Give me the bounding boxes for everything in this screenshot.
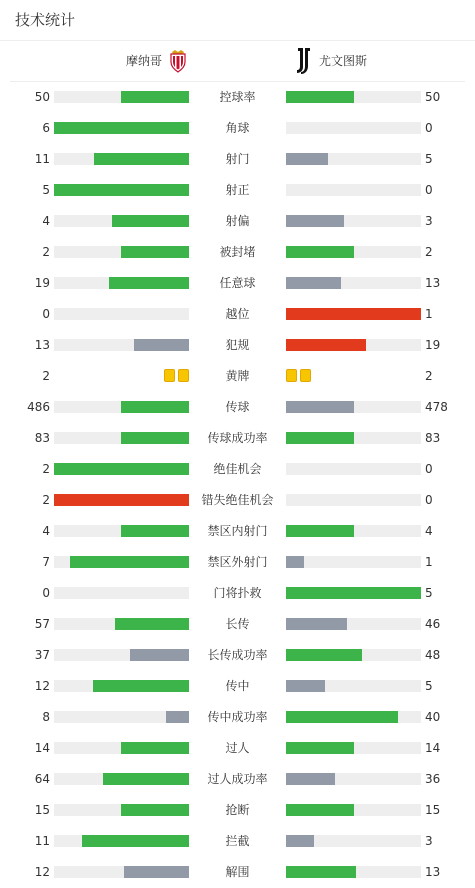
away-stat-value: 50 [425, 90, 441, 104]
home-stat-bar-fill [54, 122, 189, 134]
home-stat-value: 2 [42, 462, 50, 476]
stat-row [0, 609, 475, 640]
away-stat-bar-fill [286, 277, 341, 289]
home-stat-value: 486 [27, 400, 50, 414]
away-stat-value: 2 [425, 245, 433, 259]
yellow-card-icon [300, 369, 311, 382]
away-stat-bar [286, 742, 421, 754]
away-stat-value: 13 [425, 276, 441, 290]
stat-label: 射门 [225, 152, 250, 166]
home-stat-value: 15 [34, 803, 50, 817]
away-stat-bar [286, 463, 421, 475]
yellow-card-icon [164, 369, 175, 382]
away-stat-value: 14 [425, 741, 441, 755]
stat-row [0, 144, 475, 175]
home-stat-value: 2 [42, 245, 50, 259]
stat-row [0, 175, 475, 206]
stat-label: 黄牌 [225, 369, 250, 383]
home-stat-bar [54, 835, 189, 847]
stat-row [0, 268, 475, 299]
home-stat-bar-fill [121, 525, 189, 537]
away-stat-bar [286, 308, 421, 320]
stat-label: 拦截 [225, 834, 250, 848]
away-stat-bar-fill [286, 835, 314, 847]
away-stat-bar-fill [286, 401, 354, 413]
home-stat-bar [54, 773, 189, 785]
home-stat-bar-fill [121, 91, 189, 103]
home-stat-bar-fill [166, 711, 189, 723]
away-stat-bar [286, 773, 421, 785]
home-stat-bar [54, 246, 189, 258]
home-stat-bar [54, 866, 189, 878]
stat-row [0, 733, 475, 764]
home-stat-bar [54, 184, 189, 196]
home-stat-bar-fill [54, 494, 189, 506]
stat-label: 角球 [225, 121, 250, 135]
away-stat-bar-fill [286, 587, 421, 599]
home-stat-bar [54, 649, 189, 661]
stat-label: 错失绝佳机会 [201, 493, 274, 507]
stat-label: 控球率 [219, 90, 256, 104]
stat-label: 射正 [225, 183, 250, 197]
home-stat-bar-fill [112, 215, 189, 227]
stat-label: 绝佳机会 [213, 462, 262, 476]
away-stat-value: 0 [425, 121, 433, 135]
home-stat-bar-fill [54, 184, 189, 196]
stat-label: 传中 [225, 679, 250, 693]
stat-row [0, 578, 475, 609]
stat-label: 犯规 [225, 338, 250, 352]
home-stat-value: 7 [42, 555, 50, 569]
stat-label: 长传 [225, 617, 250, 631]
home-stat-bar-fill [94, 153, 189, 165]
home-stat-value: 0 [42, 586, 50, 600]
away-stat-value: 2 [425, 369, 433, 383]
home-stat-bar [54, 153, 189, 165]
stat-label: 传中成功率 [207, 710, 268, 724]
stat-label: 解围 [225, 865, 250, 879]
home-stat-value: 0 [42, 307, 50, 321]
home-stat-value: 11 [34, 152, 50, 166]
away-stat-value: 0 [425, 462, 433, 476]
away-stat-bar [286, 866, 421, 878]
home-stat-bar [54, 494, 189, 506]
stat-label: 传球 [225, 400, 250, 414]
home-stat-value: 37 [34, 648, 50, 662]
away-stat-bar-fill [286, 618, 347, 630]
home-stat-bar [54, 804, 189, 816]
away-stat-value: 1 [425, 307, 433, 321]
section-title: 技术统计 [15, 11, 76, 29]
home-stat-bar [54, 122, 189, 134]
away-stat-bar [286, 339, 421, 351]
stat-row [0, 392, 475, 423]
stat-row [0, 423, 475, 454]
away-stat-value: 13 [425, 865, 441, 879]
home-stat-bar [54, 339, 189, 351]
stat-label: 被封堵 [219, 245, 256, 259]
away-stat-bar [286, 804, 421, 816]
home-stat-bar-fill [121, 246, 189, 258]
juventus-logo-icon [295, 47, 313, 75]
home-stat-bar [54, 91, 189, 103]
away-stat-bar [286, 184, 421, 196]
home-stat-value: 83 [34, 431, 50, 445]
stat-label: 越位 [225, 307, 250, 321]
home-stat-bar [54, 587, 189, 599]
home-stat-bar-fill [121, 742, 189, 754]
away-stat-bar-fill [286, 339, 366, 351]
away-stat-bar [286, 525, 421, 537]
stat-row [0, 206, 475, 237]
away-stat-value: 83 [425, 431, 441, 445]
away-stat-bar [286, 153, 421, 165]
stat-label: 长传成功率 [207, 648, 268, 662]
stat-row [0, 702, 475, 733]
home-stat-bar-fill [82, 835, 189, 847]
away-stat-bar-fill [286, 680, 325, 692]
home-stat-bar [54, 742, 189, 754]
away-stat-value: 15 [425, 803, 441, 817]
away-stat-bar [286, 401, 421, 413]
home-stat-bar [54, 215, 189, 227]
stat-row [0, 516, 475, 547]
home-stat-bar-fill [130, 649, 189, 661]
home-yellow-cards [164, 369, 189, 382]
home-stat-value: 8 [42, 710, 50, 724]
stat-label: 过人 [225, 741, 250, 755]
home-stat-bar [54, 525, 189, 537]
away-stat-bar-fill [286, 432, 354, 444]
away-stat-bar-fill [286, 91, 354, 103]
stat-row [0, 764, 475, 795]
home-stat-value: 19 [34, 276, 50, 290]
home-stat-bar [54, 711, 189, 723]
away-stat-bar-fill [286, 773, 335, 785]
home-stat-value: 50 [34, 90, 50, 104]
away-yellow-cards [286, 369, 311, 382]
stat-label: 禁区外射门 [207, 555, 268, 569]
yellow-card-icon [286, 369, 297, 382]
away-stat-value: 5 [425, 679, 433, 693]
away-team-name: 尤文图斯 [319, 54, 368, 68]
home-stat-value: 5 [42, 183, 50, 197]
away-stat-bar [286, 246, 421, 258]
teams-header [0, 41, 475, 81]
away-stat-bar-fill [286, 246, 354, 258]
home-stat-value: 4 [42, 524, 50, 538]
away-stat-bar-fill [286, 153, 328, 165]
away-stat-bar [286, 556, 421, 568]
away-stat-bar [286, 618, 421, 630]
stat-row [0, 82, 475, 113]
away-stat-bar [286, 649, 421, 661]
stat-label: 禁区内射门 [207, 524, 268, 538]
home-stat-value: 64 [34, 772, 50, 786]
away-stat-value: 478 [425, 400, 448, 414]
away-stat-bar [286, 432, 421, 444]
home-stat-bar-fill [121, 804, 189, 816]
stat-row [0, 237, 475, 268]
home-stat-value: 12 [34, 679, 50, 693]
away-stat-bar [286, 91, 421, 103]
home-stat-bar-fill [121, 401, 189, 413]
away-stat-value: 3 [425, 214, 433, 228]
away-stat-value: 36 [425, 772, 441, 786]
stat-row [0, 361, 475, 392]
away-stat-value: 0 [425, 493, 433, 507]
away-stat-bar-fill [286, 308, 421, 320]
home-stat-bar-fill [121, 432, 189, 444]
away-stat-bar-fill [286, 649, 362, 661]
home-stat-bar [54, 277, 189, 289]
home-stat-bar-fill [54, 463, 189, 475]
away-stat-value: 5 [425, 152, 433, 166]
stat-row [0, 826, 475, 857]
home-stat-value: 2 [42, 493, 50, 507]
home-stat-bar [54, 618, 189, 630]
stat-label: 射偏 [225, 214, 250, 228]
away-stat-bar-fill [286, 711, 398, 723]
home-stat-bar-fill [93, 680, 189, 692]
home-stat-bar [54, 432, 189, 444]
home-stat-value: 2 [42, 369, 50, 383]
stat-label: 传球成功率 [207, 431, 268, 445]
home-stat-bar [54, 680, 189, 692]
stat-label: 过人成功率 [207, 772, 268, 786]
away-stat-bar-fill [286, 866, 356, 878]
home-stat-value: 11 [34, 834, 50, 848]
home-stat-bar-fill [124, 866, 189, 878]
monaco-crest-icon [168, 49, 188, 73]
away-stat-bar [286, 835, 421, 847]
away-stat-value: 0 [425, 183, 433, 197]
away-stat-bar-fill [286, 525, 354, 537]
stat-row [0, 113, 475, 144]
away-stat-bar-fill [286, 804, 354, 816]
away-stat-bar-fill [286, 556, 304, 568]
home-stat-value: 14 [34, 741, 50, 755]
home-stat-bar-fill [70, 556, 189, 568]
away-stat-value: 40 [425, 710, 441, 724]
stat-row [0, 454, 475, 485]
stat-label: 门将扑救 [213, 586, 262, 600]
stat-row [0, 485, 475, 516]
away-stat-bar-fill [286, 215, 344, 227]
home-stat-bar-fill [115, 618, 189, 630]
home-stat-bar-fill [103, 773, 189, 785]
away-stat-bar [286, 277, 421, 289]
home-stat-bar-fill [134, 339, 189, 351]
home-stat-value: 6 [42, 121, 50, 135]
away-stat-bar [286, 215, 421, 227]
home-stat-bar [54, 556, 189, 568]
home-stat-value: 57 [34, 617, 50, 631]
away-stat-value: 48 [425, 648, 441, 662]
away-stat-bar-fill [286, 742, 354, 754]
home-team-name: 摩纳哥 [125, 54, 162, 68]
stat-label: 任意球 [219, 276, 256, 290]
stat-row [0, 299, 475, 330]
away-stat-value: 4 [425, 524, 433, 538]
home-stat-bar [54, 463, 189, 475]
stat-row [0, 857, 475, 888]
away-stat-bar [286, 680, 421, 692]
home-stat-bar [54, 401, 189, 413]
away-stat-bar [286, 711, 421, 723]
stat-row [0, 671, 475, 702]
away-stat-value: 46 [425, 617, 441, 631]
yellow-card-icon [178, 369, 189, 382]
stat-row [0, 795, 475, 826]
home-stat-value: 13 [34, 338, 50, 352]
stat-label: 抢断 [225, 803, 250, 817]
stat-row [0, 547, 475, 578]
home-stat-value: 12 [34, 865, 50, 879]
away-stat-bar [286, 122, 421, 134]
home-stat-bar [54, 308, 189, 320]
away-stat-value: 3 [425, 834, 433, 848]
stat-row [0, 640, 475, 671]
away-stat-bar [286, 494, 421, 506]
home-stat-bar-fill [109, 277, 189, 289]
away-stat-bar [286, 587, 421, 599]
away-stat-value: 19 [425, 338, 441, 352]
stat-row [0, 330, 475, 361]
away-stat-value: 1 [425, 555, 433, 569]
away-stat-value: 5 [425, 586, 433, 600]
home-stat-value: 4 [42, 214, 50, 228]
